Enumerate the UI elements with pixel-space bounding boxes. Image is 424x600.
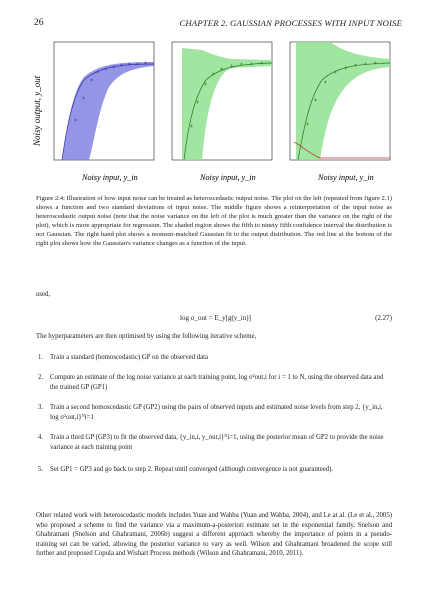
list-item bbox=[38, 403, 390, 422]
panel-middle bbox=[172, 42, 272, 182]
output-noise-band bbox=[182, 48, 272, 160]
figure-ylabel: Noisy output, y_out bbox=[32, 75, 42, 146]
list-number: 4. bbox=[38, 434, 44, 441]
list-number: 5. bbox=[38, 466, 44, 473]
list-number: 2. bbox=[38, 374, 44, 381]
list-text: Compute an estimate of the log noise variance at each training point, log σ²out,i for i = 1 to N, using the observed data and the trained GP (GP1) bbox=[50, 374, 384, 391]
paragraph-related-work: Other related work with heteroscedastic models includes Yuan and Wahba (Yuan and Wahba, 2004), and Le at al. (Le et al., 2005) who proposed a scheme to find the variance via a maximum-a-posteriori estimate set in the exponential family. Snelson and Ghahramani (Snelson and Ghahramani, 2006b) suggest a different approach whereby the importance of points in a pseudo-training set can be varied, allowing the posterior variance to vary as well. Wilson and Ghahramani broadened the scope still further and proposed Copula and Wishart Process methods (Wilson and Ghahramani, 2010, 2011). bbox=[36, 512, 392, 558]
panel-xlabel: Noisy input, y_in bbox=[82, 173, 138, 182]
list-item bbox=[38, 373, 390, 392]
equation: log σ_out = E_y[g(y_in)] bbox=[180, 314, 251, 322]
input-noise-band bbox=[62, 62, 154, 160]
equation-number: (2.27) bbox=[375, 314, 392, 322]
panel-right bbox=[290, 42, 390, 182]
list-text: Train a standard (homoscedastic) GP on the observed data bbox=[50, 354, 209, 361]
figure-2-4 bbox=[28, 36, 400, 196]
gaussian-fit-band bbox=[296, 42, 390, 160]
panel-left bbox=[54, 42, 154, 182]
list-number: 3. bbox=[38, 404, 44, 411]
page-number: 26 bbox=[34, 18, 44, 28]
paragraph-used: used, bbox=[36, 291, 51, 298]
list-text: Set GP1 = GP3 and go back to step 2. Repeat until converged (although convergence is not guaranteed). bbox=[50, 466, 334, 473]
list-item bbox=[38, 433, 390, 452]
list-text: Train a third GP (GP3) to fit the observed data, {y_in,i, y_out,i}ᴺi=1, using the posterior mean of GP2 to provide the noise variance at each training point bbox=[50, 434, 384, 451]
panel-xlabel: Noisy input, y_in bbox=[318, 173, 374, 182]
list-item bbox=[38, 353, 390, 363]
panel-xlabel: Noisy input, y_in bbox=[200, 173, 256, 182]
list-number: 1. bbox=[38, 354, 44, 361]
list-item bbox=[38, 465, 390, 475]
running-head: CHAPTER 2. GAUSSIAN PROCESSES WITH INPUT NOISE bbox=[179, 18, 402, 28]
figure-caption: Figure 2.4: Illustration of how input noise can be treated as heteroscedastic output noise. The plot on the left (repeated from figure 2.1) shows a function and two standard deviations of input noise. The middle figure shows a reinterpretation of the input noise as heteroscedastic output noise (note that the noise variance on the left of the plot is much greater than the variance on the right of the plot), which is more appropriate for regression. The shaded region shows the fifth to ninety fifth confidence interval the distribution is not Gaussian. The right hand plot shows a moment-matched Gaussian fit to the output distribution. The red line at the bottom of the right plot shows how the Gaussian's variance changes as a function of the input. bbox=[36, 195, 392, 248]
list-text: Train a second homoscedastic GP (GP2) using the pairs of observed inputs and estimated noise levels from step 2, {y_in,i, log σ²out,i}ᴺi=1 bbox=[50, 404, 383, 421]
paragraph-hyper: The hyperparameters are then optimised by using the following iterative scheme, bbox=[36, 333, 257, 340]
